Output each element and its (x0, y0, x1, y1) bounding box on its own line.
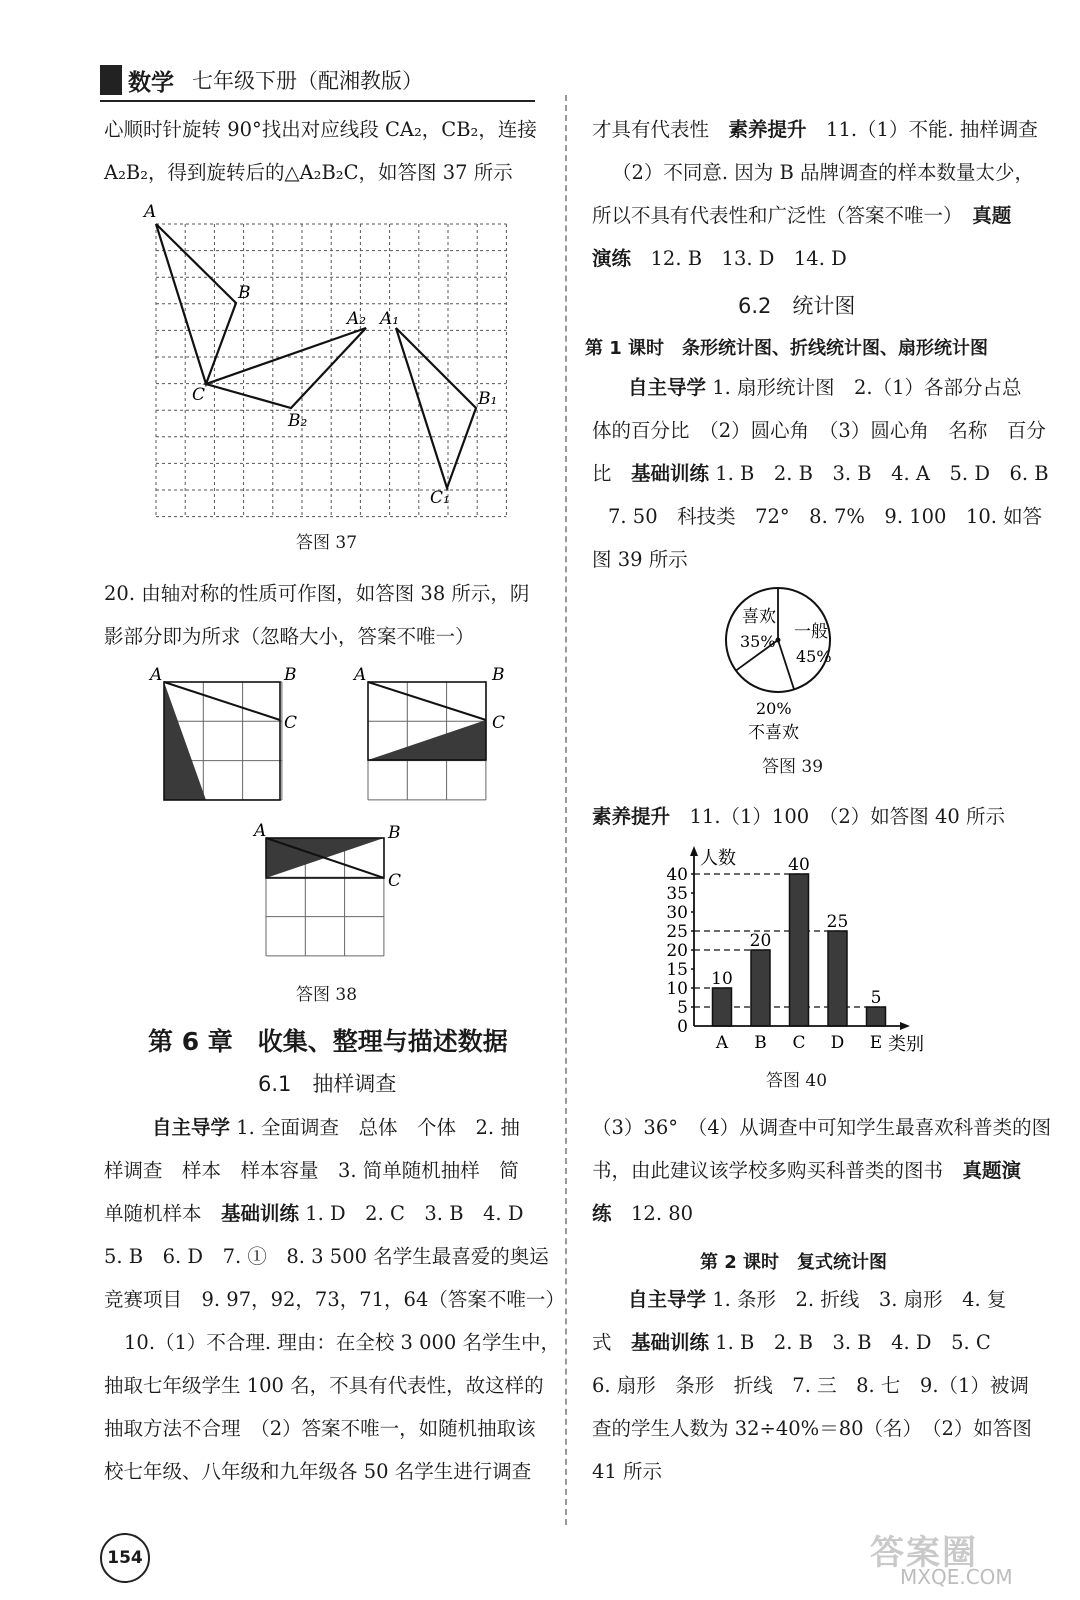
label-A1: A₁ (380, 309, 400, 329)
label-A: A (144, 202, 157, 222)
label-C: C (192, 385, 206, 405)
running-header (100, 60, 423, 100)
lesson-2-answers (592, 1278, 1032, 1493)
left-top-text (104, 108, 544, 194)
header-subject: 数学 (128, 69, 174, 96)
text: 单随机样本 (104, 1202, 222, 1225)
tag-yanlian: 练 (592, 1202, 612, 1225)
text-line (592, 366, 1022, 409)
text-line: 图 39 所示 (592, 548, 688, 571)
slice-value-like: 35% (740, 632, 776, 651)
fig38-part-1 (148, 665, 297, 800)
tag-zhenti: 真题演 (962, 1159, 1022, 1182)
bar-value-label: 10 (711, 969, 733, 989)
bar (867, 1007, 886, 1026)
tag-suyang: 素养提升 (728, 118, 807, 141)
page-number: 154 (100, 1533, 150, 1583)
text: 式 (592, 1331, 632, 1354)
text: 11.（1）不能. 抽样调查 (806, 118, 1038, 141)
label-C1: C₁ (430, 488, 450, 508)
bar-value-label: 25 (826, 912, 849, 932)
y-tick-label: 10 (666, 979, 688, 999)
tag-jichu: 基础训练 (631, 1331, 710, 1354)
tag-jichu: 基础训练 (631, 462, 710, 485)
label-B1: B₁ (478, 389, 498, 409)
triangle-A1B1C1 (396, 328, 476, 488)
tag-jichu: 基础训练 (221, 1202, 300, 1225)
header-book-title: 七年级下册（配湘教版） (192, 69, 423, 93)
text: 比 (592, 462, 632, 485)
y-tick-labels (666, 865, 694, 1037)
text: 才具有代表性 (592, 118, 729, 141)
label-A: A (354, 665, 367, 685)
text-line (592, 1278, 1022, 1321)
tag-suyang: 素养提升 (592, 805, 671, 828)
figure-39-caption: 答图 39 (762, 757, 824, 777)
text: 11.（1）100 （2）如答图 40 所示 (670, 805, 1006, 828)
text-line (592, 237, 1022, 280)
text-line: （2）不同意. 因为 B 品牌调查的样本数量太少， (612, 161, 1035, 184)
slice-label-neutral: 一般 (794, 622, 828, 642)
fig38-part-2 (352, 665, 505, 800)
tag-yanlian: 演练 (592, 247, 632, 270)
text: 1. B 2. B 3. B 4. D 5. C (709, 1331, 991, 1354)
label-B: B (492, 665, 505, 685)
text-line: 6. 扇形 条形 折线 7. 三 8. 七 9.（1）被调 (592, 1374, 1029, 1397)
watermark-url: MXQE.COM (900, 1565, 1013, 1589)
bar-value-label: 5 (870, 988, 882, 1008)
header-rule (100, 100, 535, 102)
tag-zizhu: 自主导学 (628, 1288, 707, 1311)
pie-radius (778, 640, 794, 689)
figure-37 (140, 200, 520, 530)
text: 书，由此建议该学校多购买科普类的图书 (592, 1159, 963, 1182)
text: 12. 80 (611, 1202, 694, 1225)
text: 1. D 2. C 3. B 4. D (299, 1202, 524, 1225)
tag-zizhu: 自主导学 (628, 376, 707, 399)
text: 1. 条形 2. 折线 3. 扇形 4. 复 (706, 1288, 1007, 1311)
x-tick-label: C (792, 1033, 806, 1053)
slice-label-dislike: 不喜欢 (748, 723, 799, 743)
text-line: 41 所示 (592, 1460, 663, 1483)
text-line: （3）36° （4）从调查中可知学生最喜欢科普类的图 (592, 1116, 1052, 1139)
text-line: 心顺时针旋转 90°找出对应线段 CA₂，CB₂，连接 (104, 118, 537, 141)
text-line (592, 1321, 1022, 1364)
text-line: 竞赛项目 9. 97，92，73，71，64（答案不唯一） (104, 1288, 565, 1311)
figure-39-pie (720, 582, 860, 757)
x-tick-label: B (754, 1033, 767, 1053)
text-line: 样调查 样本 样本容量 3. 简单随机抽样 简 (104, 1159, 519, 1182)
chapter-title: 第 6 章 收集、整理与描述数据 (148, 1027, 508, 1056)
x-tick-label: D (830, 1033, 845, 1053)
x-axis-label: 类别 (888, 1034, 924, 1055)
text: 1. 扇形统计图 2.（1）各部分占总 (706, 376, 1022, 399)
pie-center (776, 638, 781, 643)
lesson-2-title: 第 2 课时 复式统计图 (700, 1252, 888, 1273)
text-line (592, 452, 1049, 495)
text-line (592, 194, 1022, 237)
text-line (592, 795, 1022, 838)
right-top-text (592, 108, 1038, 280)
lesson-1-answers-cont (592, 1106, 1052, 1235)
y-tick-label: 30 (666, 903, 688, 923)
slice-value-neutral: 45% (796, 647, 832, 666)
y-tick-label: 40 (666, 865, 688, 885)
text-line: 查的学生人数为 32÷40%＝80（名） （2）如答图 (592, 1417, 1032, 1440)
label-A2: A₂ (347, 309, 367, 329)
text-line (104, 1192, 544, 1235)
label-C: C (388, 871, 402, 891)
y-tick-label: 35 (666, 884, 688, 904)
text-line: 5. B 6. D 7. ① 8. 3 500 名学生最喜爱的奥运 (104, 1245, 549, 1268)
text-line: 20. 由轴对称的性质可作图，如答图 38 所示，阴 (104, 582, 530, 605)
text-line: 抽取七年级学生 100 名，不具有代表性，故这样的 (104, 1374, 544, 1397)
book-icon (100, 65, 122, 95)
text-line (592, 1192, 1022, 1235)
text: 12. B 13. D 14. D (631, 247, 847, 270)
label-C: C (284, 713, 298, 733)
text-line: 10.（1）不合理. 理由：在全校 3 000 名学生中， (124, 1331, 561, 1354)
lesson-1-answers (592, 366, 1049, 581)
label-A: A (254, 821, 267, 841)
bar-value-label: 40 (788, 855, 810, 875)
segment-AC (164, 682, 280, 720)
watermark: 答案圈 (870, 1533, 978, 1573)
figure-37-caption: 答图 37 (296, 533, 358, 553)
figure-40-bar-chart (660, 840, 940, 1065)
text-line: 体的百分比 （2）圆心角 （3）圆心角 名称 百分 (592, 419, 1046, 442)
text-line (592, 1149, 1022, 1192)
x-tick-label: A (715, 1033, 729, 1053)
tag-zizhu: 自主导学 (152, 1116, 231, 1139)
y-tick-label: 20 (666, 941, 688, 961)
label-B: B (238, 283, 251, 303)
suyang-11 (592, 795, 1022, 838)
text-line: A₂B₂，得到旋转后的△A₂B₂C，如答图 37 所示 (104, 161, 513, 184)
bar (751, 950, 770, 1026)
figure-40-caption: 答图 40 (766, 1071, 828, 1091)
y-tick-label: 25 (666, 922, 688, 942)
x-tick-labels (715, 1033, 882, 1053)
y-tick-label: 15 (666, 960, 688, 980)
text-line: 抽取方法不合理 （2）答案不唯一，如随机抽取该 (104, 1417, 536, 1440)
text: 1. B 2. B 3. B 4. A 5. D 6. B (709, 462, 1049, 485)
bar (790, 874, 809, 1026)
text: 所以不具有代表性和广泛性（答案不唯一） (592, 204, 973, 227)
label-B2: B₂ (288, 411, 308, 431)
figure-37-grid (156, 224, 506, 517)
text-line (104, 1106, 544, 1149)
slice-value-dislike: 20% (756, 699, 792, 718)
y-axis-arrow (690, 846, 698, 856)
lesson-1-title: 第 1 课时 条形统计图、折线统计图、扇形统计图 (585, 338, 989, 359)
shaded-region (368, 720, 486, 760)
label-B: B (388, 823, 401, 843)
text: 1. 全面调查 总体 个体 2. 抽 (230, 1116, 520, 1139)
y-axis-label: 人数 (700, 848, 736, 869)
bar (713, 988, 732, 1026)
text-line: 7. 50 科技类 72° 8. 7% 9. 100 10. 如答 (608, 505, 1043, 528)
q20-text (104, 572, 544, 658)
section-title: 6.1 抽样调查 (258, 1072, 397, 1096)
bar (828, 931, 847, 1026)
segment-AC (368, 682, 486, 720)
label-C: C (492, 713, 506, 733)
tag-zhenti: 真题 (972, 204, 1012, 227)
y-tick-label: 5 (677, 998, 688, 1018)
figure-38-caption: 答图 38 (296, 985, 358, 1005)
label-B: B (284, 665, 297, 685)
section-title-6-2: 6.2 统计图 (738, 294, 856, 318)
slice-label-like: 喜欢 (742, 607, 776, 627)
label-A: A (150, 665, 163, 685)
shaded-region (164, 682, 206, 800)
text-line: 校七年级、八年级和九年级各 50 名学生进行调查 (104, 1460, 532, 1483)
figure-38-part-3 (250, 818, 430, 968)
text-line: 影部分即为所求（忽略大小，答案不唯一） (104, 625, 475, 648)
x-tick-label: E (869, 1033, 883, 1053)
x-axis-arrow (900, 1022, 910, 1030)
text-line (592, 108, 1038, 151)
bar-value-label: 20 (749, 931, 772, 951)
triangle-A2B2C (206, 328, 366, 408)
section-6-1-answers (104, 1106, 565, 1493)
column-divider (565, 95, 567, 1525)
y-tick-label: 0 (677, 1017, 688, 1037)
